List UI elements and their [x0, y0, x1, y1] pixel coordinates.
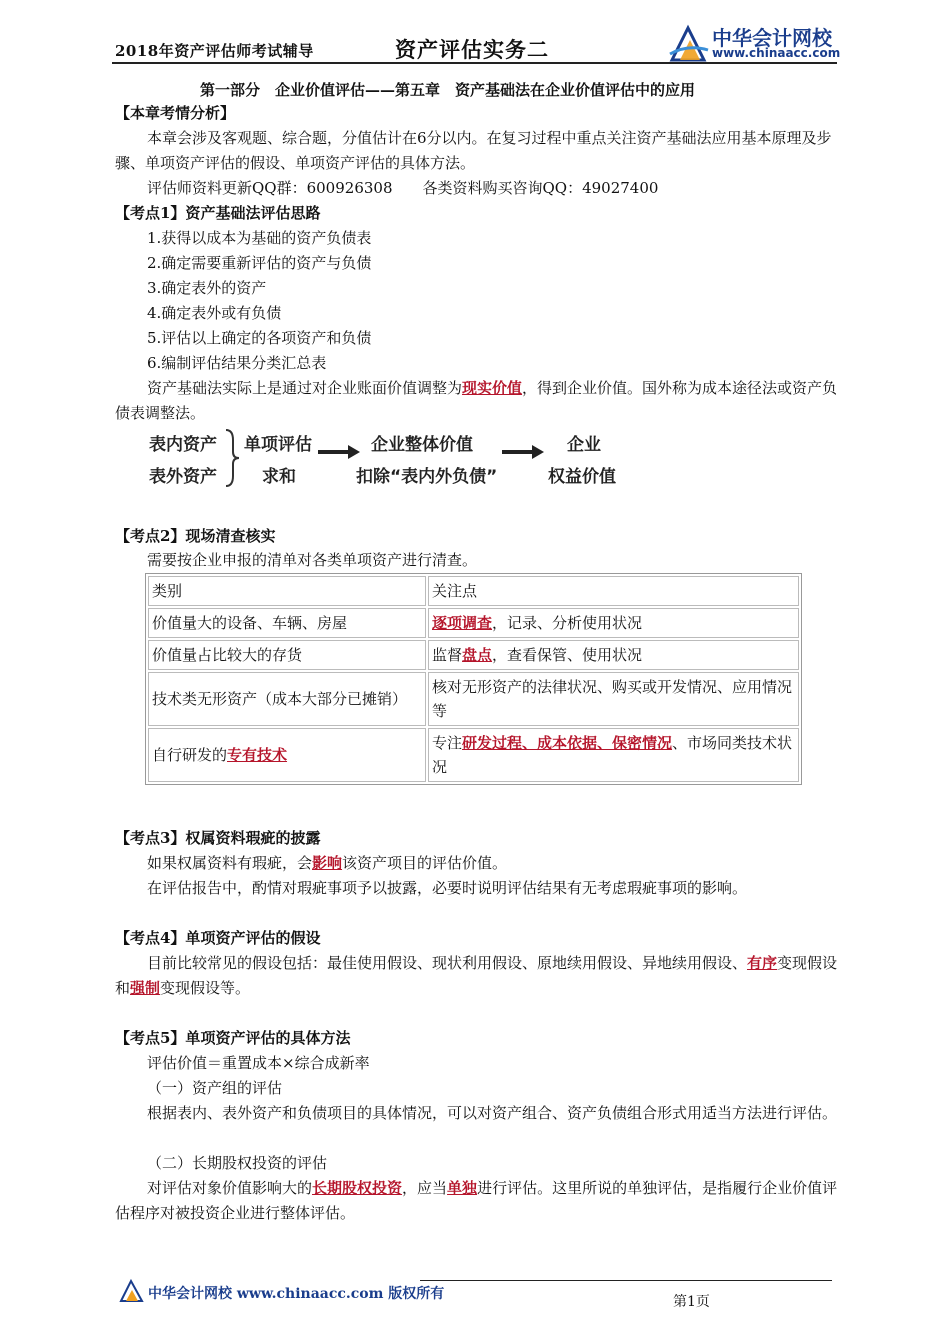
k3-para-1	[147, 851, 872, 876]
table-text: 专注	[432, 734, 463, 752]
table-cell: 价值量大的设备、车辆、房屋	[148, 608, 426, 638]
table-row	[148, 640, 799, 670]
k5-formula: 评估价值＝重置成本×综合成新率	[147, 1054, 370, 1072]
k4-heading: 【考点4】单项资产评估的假设	[115, 929, 321, 947]
k1-para-b: ，得到企业价值。国外称为成本途径法或资产负债表调整法。	[115, 379, 838, 422]
k1-step-6: 6.编制评估结果分类汇总表	[147, 354, 327, 372]
k5-highlight: 长期股权投资	[312, 1179, 403, 1197]
chapter-title: 第一部分 企业价值评估——第五章 资产基础法在企业价值评估中的应用	[200, 81, 696, 99]
table-cell	[148, 728, 426, 782]
k1-para-a: 资产基础法实际上是通过对企业账面价值调整为	[147, 379, 463, 397]
diagram-enterprise: 企业	[567, 435, 601, 455]
k5-text: 进行评估。这里所说的单独评估，是指履行企业价值评估程序对被投资企业进行整体评估。	[115, 1179, 838, 1222]
header-left: 2018年资产评估师考试辅导	[115, 42, 314, 60]
table-row	[148, 576, 799, 606]
k1-step-1: 1.获得以成本为基础的资产负债表	[147, 229, 372, 247]
arrow-right-icon	[502, 444, 544, 460]
diagram-offbalance-assets: 表外资产	[149, 467, 217, 487]
k3-highlight: 影响	[312, 854, 343, 872]
table-cell: 价值量占比较大的存货	[148, 640, 426, 670]
table-highlight: 研发过程、成本依据、保密情况	[462, 734, 673, 752]
table-highlight: 盘点	[462, 646, 493, 664]
footer-logo-icon	[118, 1278, 146, 1304]
footer-divider	[420, 1280, 832, 1281]
qq-info: 评估师资料更新QQ群：600926308 各类资料购买咨询QQ：49027400	[147, 179, 659, 197]
k3-text: 如果权属资料有瑕疵，会	[147, 854, 313, 872]
table-header-category: 类别	[148, 576, 426, 606]
k3-heading: 【考点3】权属资料瑕疵的披露	[115, 829, 321, 847]
arrow-right-icon	[318, 444, 360, 460]
table-text: ，查看保管、使用状况	[492, 646, 643, 664]
k1-step-2: 2.确定需要重新评估的资产与负债	[147, 254, 372, 272]
diagram-onbalance-assets: 表内资产	[149, 435, 217, 455]
table-cell	[428, 640, 799, 670]
k4-text: 目前比较常见的假设包括：最佳使用假设、现状利用假设、原地续用假设、异地续用假设、	[147, 954, 748, 972]
logo-name: 中华会计网校	[712, 26, 832, 50]
table-cell: 技术类无形资产（成本大部分已摊销）	[148, 672, 426, 726]
k3-text: 该资产项目的评估价值。	[342, 854, 508, 872]
k5-section-2: （二）长期股权投资的评估	[147, 1154, 328, 1172]
table-text: 自行研发的	[152, 746, 228, 764]
table-highlight: 逐项调查	[432, 614, 493, 632]
diagram-deduct-liabilities: 扣除“表内外负债”	[356, 467, 498, 487]
header-divider	[112, 62, 837, 64]
k1-step-3: 3.确定表外的资产	[147, 279, 267, 297]
analysis-heading: 【本章考情分析】	[115, 104, 236, 122]
k5-section-2-para	[115, 1176, 840, 1226]
k1-heading: 【考点1】资产基础法评估思路	[115, 204, 321, 222]
footer-copyright: 中华会计网校 www.chinaacc.com 版权所有	[148, 1286, 445, 1302]
k5-section-1: （一）资产组的评估	[147, 1079, 283, 1097]
k3-para-2: 在评估报告中，酌情对瑕疵事项予以披露，必要时说明评估结果有无考虑瑕疵事项的影响。	[147, 879, 748, 897]
table-cell	[428, 608, 799, 638]
k5-highlight: 单独	[447, 1179, 478, 1197]
table-row	[148, 672, 799, 726]
table-highlight: 专有技术	[227, 746, 288, 764]
logo-icon	[668, 24, 710, 64]
table-text: 监督	[432, 646, 463, 664]
k4-highlight: 强制	[130, 979, 161, 997]
k5-heading: 【考点5】单项资产评估的具体方法	[115, 1029, 351, 1047]
k2-heading: 【考点2】现场清查核实	[115, 527, 276, 545]
logo-url: www.chinaacc.com	[712, 46, 841, 60]
table-cell: 核对无形资产的法律状况、购买或开发情况、应用情况等	[428, 672, 799, 726]
k5-text: 对评估对象价值影响大的	[147, 1179, 313, 1197]
inspection-table	[145, 573, 802, 785]
k1-step-4: 4.确定表外或有负债	[147, 304, 282, 322]
diagram-sum: 求和	[262, 467, 296, 487]
brace-icon	[222, 428, 242, 488]
k1-highlight: 现实价值	[462, 379, 523, 397]
k1-step-5: 5.评估以上确定的各项资产和负债	[147, 329, 372, 347]
header-title: 资产评估实务二	[395, 37, 549, 62]
table-row	[148, 728, 799, 782]
diagram-enterprise-value: 企业整体价值	[371, 435, 473, 455]
analysis-paragraph: 本章会涉及客观题、综合题，分值估计在6分以内。在复习过程中重点关注资产基础法应用基本原理及步骤、单项资产评估的假设、单项资产评估的具体方法。	[115, 129, 832, 172]
k4-text: 变现假设等。	[160, 979, 251, 997]
k4-paragraph	[115, 951, 840, 1001]
k4-highlight: 有序	[747, 954, 778, 972]
k4-text: 变现假设和	[115, 954, 838, 997]
diagram-item-eval: 单项评估	[244, 435, 312, 455]
k1-paragraph	[115, 376, 840, 426]
diagram-equity-value: 权益价值	[548, 467, 616, 487]
k5-section-1-para: 根据表内、表外资产和负债项目的具体情况，可以对资产组合、资产负债组合形式用适当方法进行评估。	[147, 1104, 838, 1122]
page-number: 第1页	[673, 1294, 710, 1310]
k2-intro: 需要按企业申报的清单对各类单项资产进行清查。	[147, 551, 478, 569]
table-cell	[428, 728, 799, 782]
k5-text: ，应当	[402, 1179, 448, 1197]
table-text: ，记录、分析使用状况	[492, 614, 643, 632]
table-text: 、市场同类技术状况	[432, 734, 793, 776]
table-row	[148, 608, 799, 638]
table-header-focus: 关注点	[428, 576, 799, 606]
